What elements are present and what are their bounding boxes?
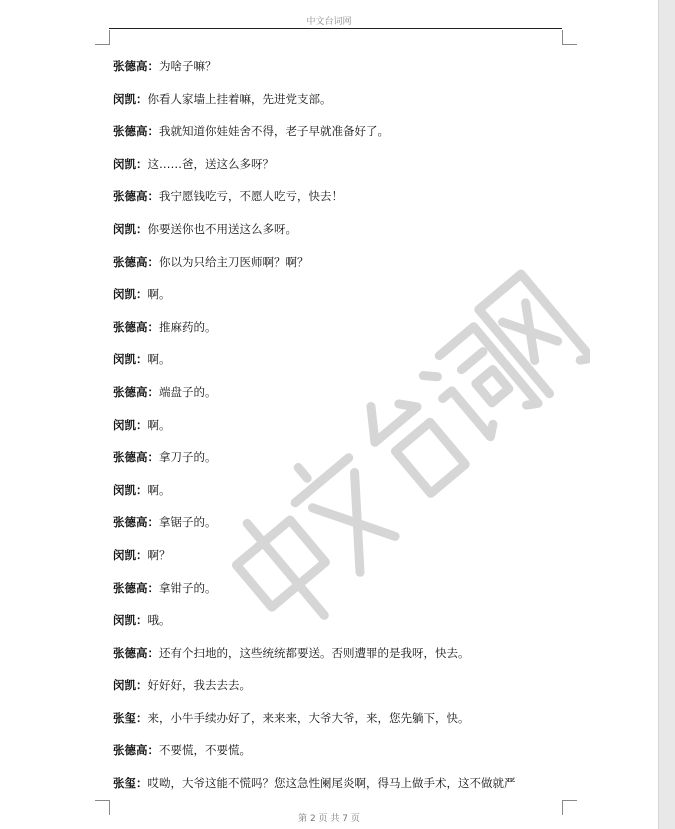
dialogue-line	[113, 710, 573, 743]
speaker-name: 闵凯：	[113, 91, 148, 106]
speaker-name: 闵凯：	[113, 287, 148, 302]
header-rule	[109, 28, 562, 29]
speaker-name: 张德高：	[113, 580, 159, 595]
speaker-name: 闵凯：	[113, 547, 148, 562]
line-text: 不要慌，不要慌。	[159, 743, 251, 758]
vertical-scrollbar[interactable]	[658, 0, 675, 829]
line-text: 拿钳子的。	[159, 580, 217, 595]
line-text: 来，小牛手续办好了，来来来，大爷大爷，来，您先躺下，快。	[147, 710, 470, 725]
speaker-name: 张德高：	[113, 645, 159, 660]
line-text: 推麻药的。	[159, 319, 217, 334]
line-text: 拿锯子的。	[159, 515, 217, 530]
speaker-name: 闵凯：	[113, 613, 148, 628]
crop-mark-top-right	[562, 30, 577, 45]
line-text: 好好好，我去去去。	[147, 678, 251, 693]
speaker-name: 张德高：	[113, 743, 159, 758]
dialogue-line	[113, 384, 573, 417]
speaker-name: 张德高：	[113, 515, 159, 530]
speaker-name: 闵凯：	[113, 221, 148, 236]
dialogue-line	[113, 351, 573, 384]
line-text: 你看人家墙上挂着嘛，先进党支部。	[147, 91, 332, 106]
speaker-name: 闵凯：	[113, 678, 148, 693]
dialogue-line	[113, 221, 573, 254]
speaker-name: 张德高：	[113, 384, 159, 399]
dialogue-line	[113, 91, 573, 124]
line-text: 我宁愿钱吃亏，不愿人吃亏，快去！	[159, 189, 343, 204]
dialogue-line	[113, 156, 573, 189]
speaker-name: 闵凯：	[113, 352, 148, 367]
dialogue-line	[113, 449, 573, 482]
speaker-name: 张玺：	[113, 776, 148, 791]
dialogue-line	[113, 677, 573, 710]
dialogue-line	[113, 775, 573, 808]
line-text: 端盘子的。	[159, 384, 217, 399]
speaker-name: 闵凯：	[113, 156, 148, 171]
line-text: 哎呦，大爷这能不慌吗？您这急性阑尾炎啊，得马上做手术，这不做就严	[147, 776, 516, 791]
speaker-name: 张德高：	[113, 254, 159, 269]
line-text: 还有个扫地的，这些统统都要送。否则遭罪的是我呀，快去。	[159, 645, 470, 660]
dialogue-line	[113, 254, 573, 287]
line-text: 你以为只给主刀医师啊？啊？	[159, 254, 309, 269]
speaker-name: 闵凯：	[113, 417, 148, 432]
speaker-name: 张玺：	[113, 710, 148, 725]
line-text: 啊。	[147, 482, 171, 497]
dialogue-line	[113, 188, 573, 221]
line-text: 你要送你也不用送这么多呀。	[147, 221, 297, 236]
dialogue-line	[113, 645, 573, 678]
speaker-name: 张德高：	[113, 450, 159, 465]
line-text: 哦。	[147, 613, 171, 628]
dialogue-line	[113, 319, 573, 352]
line-text: 啊。	[147, 287, 171, 302]
speaker-name: 张德高：	[113, 189, 159, 204]
line-text: 啊。	[147, 352, 171, 367]
page-header: 中文台词网	[306, 17, 352, 27]
speaker-name: 闵凯：	[113, 482, 148, 497]
line-text: 啊？	[147, 547, 171, 562]
dialogue-line	[113, 547, 573, 580]
line-text: 我就知道你娃娃舍不得，老子早就准备好了。	[159, 124, 389, 139]
speaker-name: 张德高：	[113, 319, 159, 334]
dialogue-line	[113, 580, 573, 613]
dialogue-line	[113, 123, 573, 156]
line-text: 啊。	[147, 417, 171, 432]
dialogue-line	[113, 482, 573, 515]
dialogue-body	[113, 58, 573, 808]
line-text: 这……爸，送这么多呀？	[147, 156, 274, 171]
dialogue-line	[113, 417, 573, 450]
page-footer: 第 2 页 共 7 页	[298, 814, 360, 824]
dialogue-line	[113, 514, 573, 547]
speaker-name: 张德高：	[113, 59, 159, 73]
crop-mark-top-left	[95, 30, 110, 45]
dialogue-line	[113, 742, 573, 775]
dialogue-line	[113, 286, 573, 319]
line-text: 拿刀子的。	[159, 450, 217, 465]
dialogue-line	[113, 58, 573, 91]
speaker-name: 张德高：	[113, 124, 159, 139]
dialogue-line	[113, 612, 573, 645]
line-text: 为啥子嘛？	[159, 59, 217, 73]
